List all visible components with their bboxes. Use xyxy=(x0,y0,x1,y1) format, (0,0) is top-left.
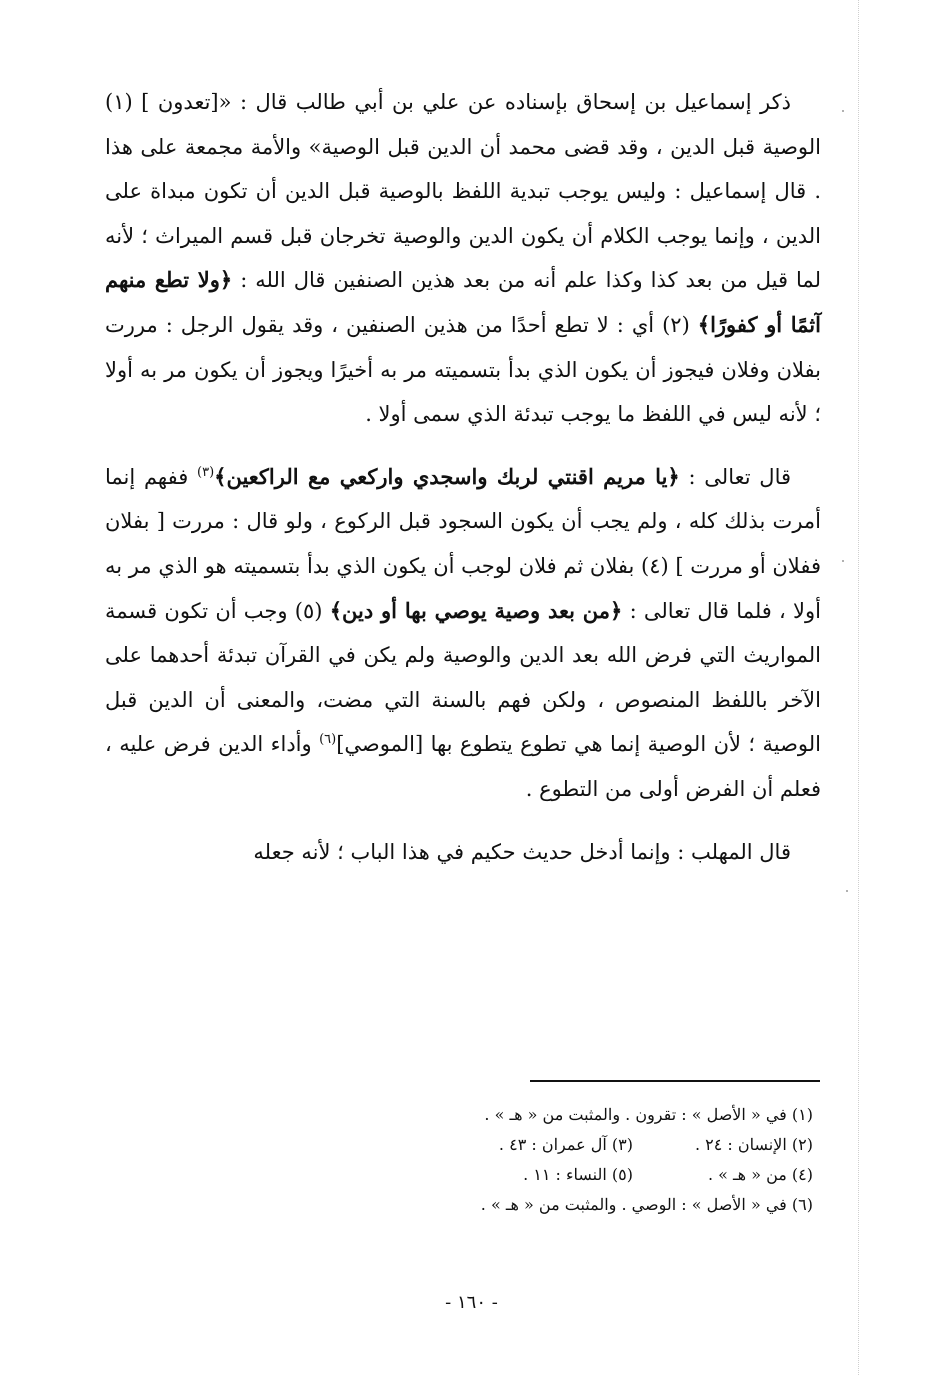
footnotes xyxy=(481,1100,813,1220)
footnote-row xyxy=(481,1160,813,1190)
paragraph-3 xyxy=(105,830,821,875)
footnote-5: (٥) النساء : ١١ . xyxy=(523,1165,633,1184)
scan-speck xyxy=(842,560,844,562)
footnote-row xyxy=(481,1190,813,1220)
footnote-1: (١) في « الأصل » : تقرون . والمثبت من « هـ » . xyxy=(484,1105,813,1124)
paragraph-2-end: وأداء الدين فرض عليه ، فعلم أن الفرض أولى من التطوع . xyxy=(105,732,821,801)
paragraph-1 xyxy=(105,80,821,437)
paragraph-1-continuation: (٢) أي : لا تطع أحدًا من هذين الصنفين ، وقد يقول الرجل : مررت بفلان وفلان فيجوز أن يكون الذي بدأ بتسميته مر به أخيرًا ويجوز أن يكون مر به أولا ؛ لأنه ليس في اللفظ ما يوجب تبدئة الذي سمى أولا . xyxy=(105,312,821,427)
main-text xyxy=(105,80,821,874)
footnote-ref-3: (٣) xyxy=(197,464,215,480)
scan-speck xyxy=(846,890,848,892)
page-number: - ١٦٠ - xyxy=(445,1292,498,1313)
quran-quote-2: ﴿يا مريم اقنتي لربك واسجدي واركعي مع الراكعين﴾ xyxy=(214,463,680,489)
footnote-4: (٤) من « هـ » . xyxy=(707,1165,813,1184)
footnote-ref-6: (٦) xyxy=(319,732,337,748)
footnote-3: (٣) آل عمران : ٤٣ . xyxy=(498,1135,633,1154)
scan-speck xyxy=(842,110,844,112)
footnote-2: (٢) الإنسان : ٢٤ . xyxy=(694,1135,813,1154)
paragraph-2 xyxy=(105,455,821,812)
footnote-row xyxy=(481,1130,813,1160)
scan-margin-line xyxy=(858,0,860,1375)
footnote-row xyxy=(481,1100,813,1130)
quran-quote-1: ﴿ولا تطع منهم آثمًا أو كفورًا﴾ xyxy=(105,267,821,337)
paragraph-1-text: ذكر إسماعيل بن إسحاق بإسناده عن علي بن أبي طالب قال : «[تعدون ] (١) الوصية قبل الدين ، وقد قضى محمد أن الدين قبل الوصية» والأمة مجمعة على هذا . قال إسماعيل : وليس يوجب تبدية اللفظ بالوصية قبل الدين أن تكون مبداة على الدين ، وإنما يوجب الكلام أن يكون الدين والوصية تخرجان قبل قسم الميراث ؛ لأنه لما قيل من بعد كذا وكذا علم أنه من بعد هذين الصنفين قال الله : xyxy=(105,90,821,293)
paragraph-2-continuation: (٥) وجب أن تكون قسمة المواريث التي فرض الله بعد الدين والوصية ولم يكن في القرآن تبدئة أحدهما على الآخر باللفظ المنصوص ، ولكن فهم بالسنة التي مضت، والمعنى أن الدين قبل الوصية ؛ لأن الوصية إنما هي تطوع يتطوع بها [الموصي] xyxy=(105,598,821,757)
footnote-6: (٦) في « الأصل » : الوصي . والمثبت من « هـ » . xyxy=(480,1195,813,1214)
paragraph-2-text: ففهم إنما أمرت بذلك كله ، ولم يجب أن يكون السجود قبل الركوع ، ولو قال : مررت [ بفلان ففلان أو مررت ] (٤) بفلان ثم فلان لوجب أن يكون الذي بدأ بتسميته هو الذي مر به أولا ، فلما قال تعالى : xyxy=(105,464,822,623)
paragraph-3-text: قال المهلب : وإنما أدخل حديث حكيم في هذا الباب ؛ لأنه جعله xyxy=(253,839,791,864)
quran-quote-3: ﴿من بعد وصية يوصي بها أو دين﴾ xyxy=(329,597,623,623)
paragraph-2-lead: قال تعالى : xyxy=(688,464,792,489)
footnote-separator xyxy=(530,1080,820,1082)
